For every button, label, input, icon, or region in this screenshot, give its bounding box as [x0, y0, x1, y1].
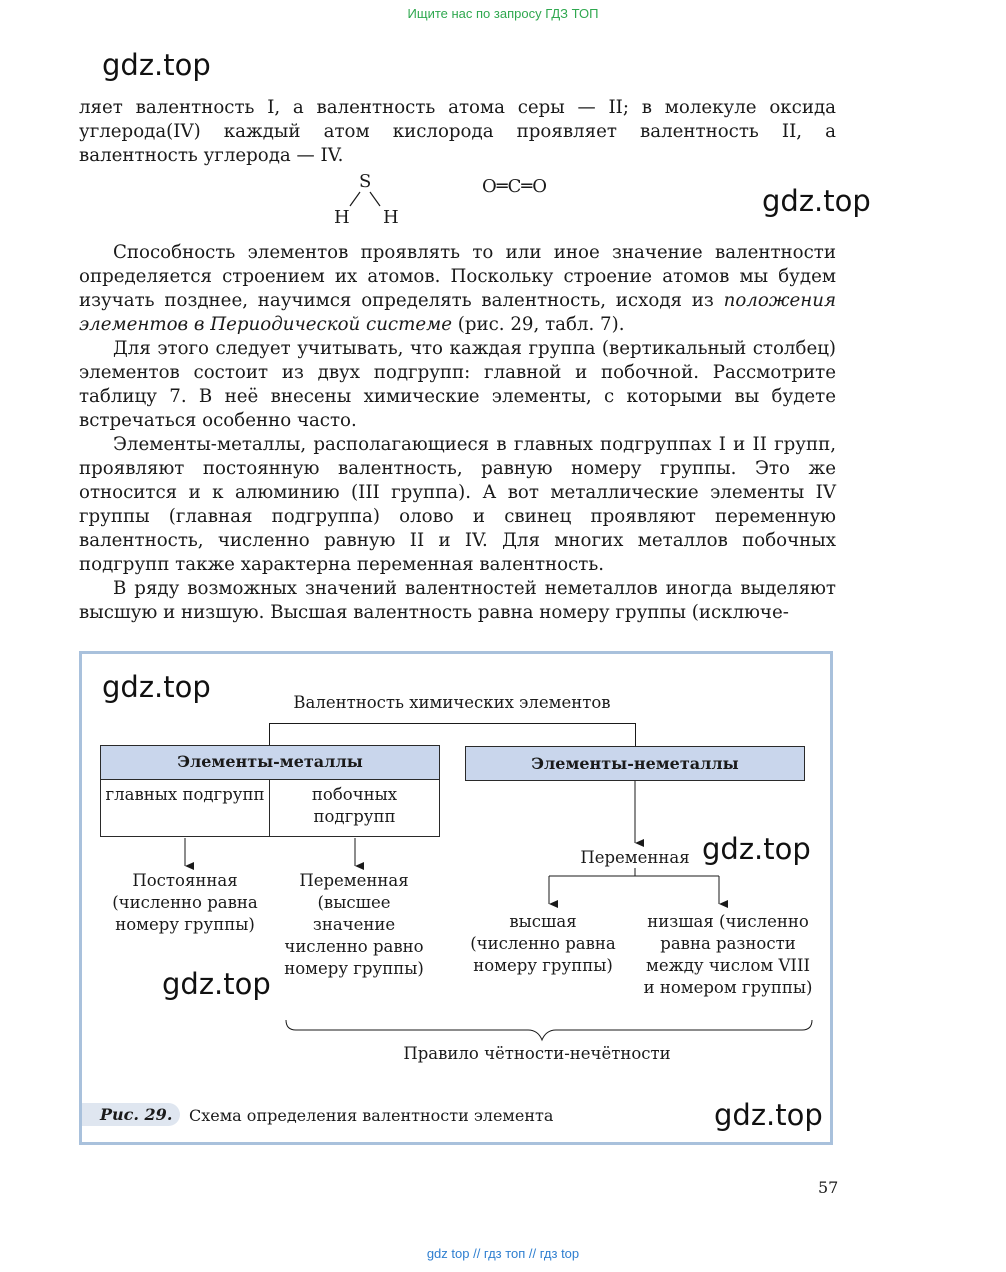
h2s-hydrogen-left: H [334, 207, 350, 228]
paragraph-2-end: (рис. 29, табл. 7). [451, 314, 625, 335]
variable-valency-metals: Переменная (высшее значение численно равно номеру группы) [284, 871, 424, 978]
paragraph-2 [79, 241, 836, 337]
watermark: gdz.top [102, 670, 211, 704]
bottom-banner[interactable]: gdz top // гдз топ // гдз top [426, 1246, 580, 1261]
watermark: gdz.top [762, 184, 871, 218]
page-number: 57 [818, 1178, 839, 1197]
lowest-valency: низшая (численно равна разности между числом VIII и номером группы) [643, 912, 813, 997]
paragraph-2-emphasis: положения элементов в Периодической системе [79, 290, 836, 335]
paragraph-5: В ряду возможных значений валентностей неметаллов иногда выделяют высшую и низшую. Высшая валентность равна номеру группы (исключе- [79, 578, 836, 623]
figure-caption: Схема определения валентности элемента [189, 1106, 554, 1125]
paragraph-1 [79, 96, 836, 168]
h2s-hydrogen-right: H [383, 207, 399, 228]
paragraph-2-start: Способность элементов проявлять то или иное значение валентности определяется строением их атомов. Поскольку строение атомов мы будем изучать позднее, научимся определять валентность, исходя из [79, 242, 836, 311]
figure-label: Рис. 29. [82, 1103, 180, 1126]
parity-rule: Правило чётности-нечётности [403, 1044, 671, 1063]
main-subgroups-label: главных подгрупп [105, 785, 265, 804]
metals-box: Элементы-металлы [100, 745, 440, 780]
main-text [79, 241, 836, 625]
h2s-sulfur: S [359, 171, 372, 192]
highest-valency: высшая (численно равна номеру группы) [470, 912, 616, 975]
watermark: gdz.top [102, 48, 211, 82]
watermark: gdz.top [162, 967, 271, 1001]
constant-valency: Постоянная (численно равна номеру группы) [112, 871, 258, 934]
variable-valency-nonmetals: Переменная [580, 848, 690, 867]
paragraph-4: Элементы-металлы, располагающиеся в главных подгруппах I и II групп, проявляют постоянную валентность, равную номеру группы. Это же относится и к алюминию (III группа). А вот металлические элементы IV группы (главная подгруппа) олово и свинец проявляют переменную валентность, численно равную II и IV. Для многих металлов побочных подгрупп также характерна переменная валентность. [79, 434, 836, 575]
diagram-title: Валентность химических элементов [293, 693, 611, 712]
top-banner[interactable]: Ищите нас по запросу ГДЗ ТОП [407, 6, 599, 21]
co2-formula: O═C═O [482, 176, 547, 197]
paragraph-1-text: ляет валентность I, а валентность атома серы — II; в молекуле оксида углерода(IV) каждый атом кислорода проявляет валентность II, а валентность углерода — IV. [79, 97, 836, 166]
paragraph-3: Для этого следует учитывать, что каждая группа (вертикальный столбец) элементов состоит из двух подгрупп: главной и побочной. Рассмотрите таблицу 7. В неё внесены химические элементы, с которыми вы будете встречаться особенно часто. [79, 338, 836, 431]
figure-29 [79, 651, 833, 1145]
watermark: gdz.top [702, 832, 811, 866]
watermark: gdz.top [714, 1098, 823, 1132]
nonmetals-box: Элементы-неметаллы [465, 746, 805, 781]
side-subgroups-label: побочных подгрупп [311, 785, 398, 826]
